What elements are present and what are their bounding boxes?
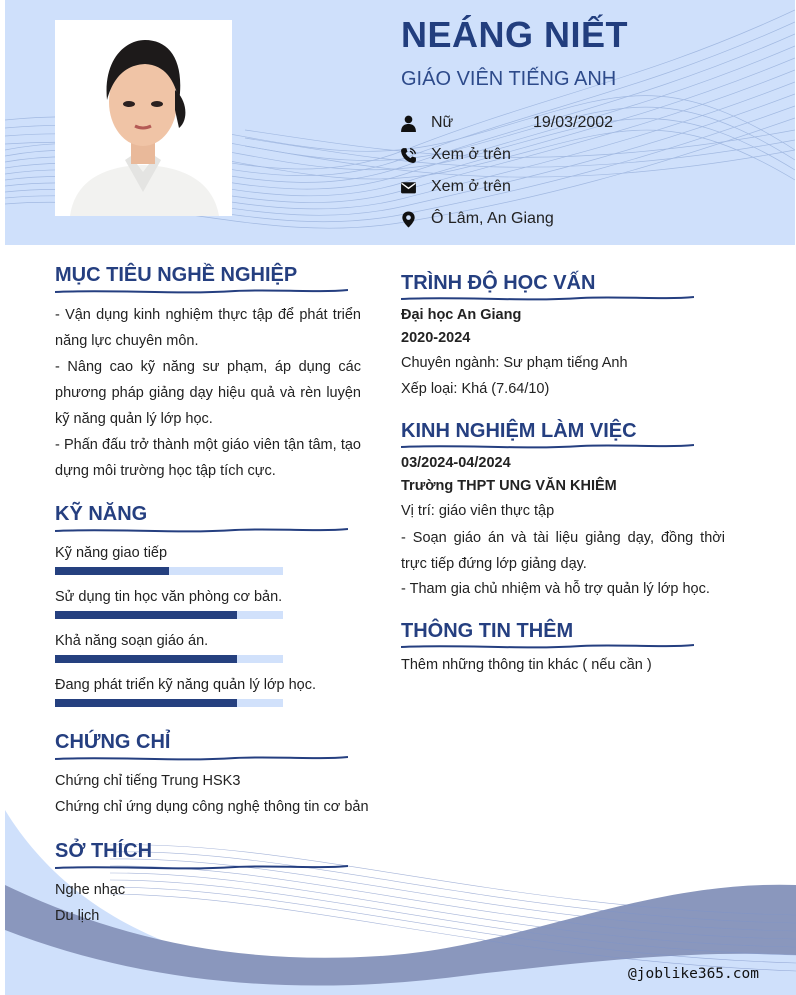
- experience-duty: - Soạn giáo án và tài liệu giảng dạy, đồng thời trực tiếp đứng lớp giảng dạy.: [401, 530, 725, 572]
- skill-bar-fill: [55, 655, 237, 663]
- gender-value: Nữ: [431, 114, 454, 131]
- experience-heading: KINH NGHIỆM LÀM VIỆC: [401, 420, 637, 442]
- education-period: 2020-2024: [401, 330, 471, 346]
- certificate-item: Chứng chỉ tiếng Trung HSK3: [55, 773, 241, 789]
- certificate-item: Chứng chỉ ứng dụng công nghệ thông tin cơ bản: [55, 799, 369, 815]
- skill-bar-track: [55, 699, 283, 707]
- skills-underline: [55, 526, 348, 536]
- user-icon: [400, 115, 417, 132]
- skill-label: Khả năng soạn giáo án.: [55, 633, 209, 649]
- objective-item: - Phấn đấu trở thành một giáo viên tận tâm, tạo dựng môi trường học tập tích cực.: [55, 437, 361, 479]
- skill-bar-fill: [55, 699, 237, 707]
- education-school: Đại học An Giang: [401, 307, 522, 323]
- additional-underline: [401, 642, 694, 652]
- skill-bar-fill: [55, 567, 169, 575]
- phone-value: Xem ở trên: [431, 146, 511, 163]
- hobby-item: Nghe nhạc: [55, 882, 126, 898]
- profile-photo: [55, 20, 232, 216]
- email-row: [400, 175, 511, 199]
- education-grade: Xếp loại: Khá (7.64/10): [401, 381, 550, 397]
- watermark-text: @joblike365.com: [628, 966, 759, 982]
- hobbies-underline: [55, 863, 348, 873]
- additional-text: Thêm những thông tin khác ( nếu cần ): [401, 657, 652, 673]
- dob-value: 19/03/2002: [533, 114, 614, 131]
- candidate-name: NEÁNG NIẾT: [401, 14, 629, 55]
- education-major: Chuyên ngành: Sư phạm tiếng Anh: [401, 355, 628, 371]
- skill-bar-track: [55, 567, 283, 575]
- phone-icon: [400, 147, 417, 164]
- objective-item: - Vận dụng kinh nghiệm thực tập để phát triển năng lực chuyên môn.: [55, 307, 361, 349]
- skill-label: Sử dụng tin học văn phòng cơ bản.: [55, 589, 283, 605]
- education-underline: [401, 294, 694, 304]
- experience-period: 03/2024-04/2024: [401, 455, 511, 471]
- skill-label: Kỹ năng giao tiếp: [55, 545, 168, 561]
- experience-position: Vị trí: giáo viên thực tập: [401, 503, 555, 519]
- address-value: Ô Lâm, An Giang: [431, 210, 554, 227]
- hobbies-heading: SỞ THÍCH: [55, 840, 153, 862]
- education-heading: TRÌNH ĐỘ HỌC VẤN: [401, 272, 596, 294]
- skills-heading: KỸ NĂNG: [55, 503, 148, 525]
- email-value: Xem ở trên: [431, 178, 511, 195]
- skill-bar-track: [55, 611, 283, 619]
- objective-underline: [55, 287, 348, 297]
- job-title: GIÁO VIÊN TIẾNG ANH: [401, 68, 617, 90]
- certificates-underline: [55, 754, 348, 764]
- skill-label: Đang phát triển kỹ năng quản lý lớp học.: [55, 677, 317, 693]
- objective-heading: MỤC TIÊU NGHỀ NGHIỆP: [55, 264, 298, 286]
- experience-duty: - Tham gia chủ nhiệm và hỗ trợ quản lý lớp học.: [401, 581, 710, 597]
- envelope-icon: [400, 179, 417, 196]
- skill-bar-fill: [55, 611, 237, 619]
- hobby-item: Du lịch: [55, 908, 100, 924]
- address-row: [400, 207, 554, 231]
- map-pin-icon: [400, 211, 417, 228]
- additional-heading: THÔNG TIN THÊM: [401, 620, 574, 642]
- experience-company: Trường THPT UNG VĂN KHIÊM: [401, 478, 617, 494]
- gender-dob-row: [400, 111, 614, 135]
- certificates-heading: CHỨNG CHỈ: [55, 731, 171, 753]
- phone-row: [400, 143, 511, 167]
- skill-bar-track: [55, 655, 283, 663]
- experience-underline: [401, 442, 694, 452]
- objective-item: - Nâng cao kỹ năng sư phạm, áp dụng các phương pháp giảng dạy hiệu quả và rèn luyện kỹ năng quản lý lớp học.: [55, 359, 361, 427]
